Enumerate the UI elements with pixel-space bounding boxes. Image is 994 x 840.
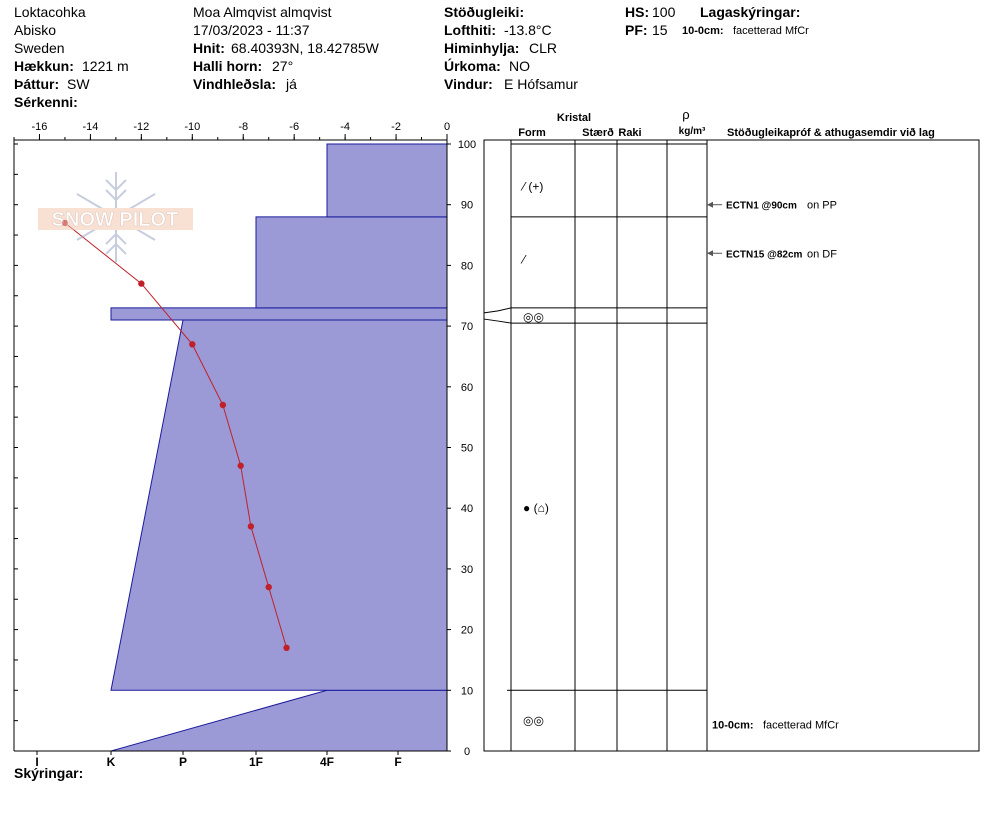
precip-label: Úrkoma:	[444, 58, 501, 74]
arrow-left-icon	[707, 202, 713, 208]
hardness-layer-1	[111, 320, 447, 690]
top-tick-label: 0	[443, 121, 451, 133]
location: Loktacohka	[14, 4, 86, 20]
pf-value: 15	[652, 22, 668, 38]
coords-label: Hnit:	[193, 40, 225, 56]
hardness-layer-0	[111, 690, 447, 751]
hardness-tick-label: K	[106, 755, 116, 769]
col-crystal: Kristal	[556, 112, 592, 124]
hardness-tick-label: F	[394, 755, 402, 769]
height-tick-label: 10	[460, 685, 474, 698]
datetime: 17/03/2023 - 11:37	[193, 22, 310, 38]
hs-label: HS:	[625, 4, 650, 20]
col-moisture: Raki	[618, 127, 642, 139]
features-label: Sérkenni:	[14, 94, 78, 110]
stability-label: Stöðugleiki:	[444, 4, 525, 20]
temperature-point	[266, 584, 272, 590]
pf-label: PF:	[625, 22, 648, 38]
hardness-tick-label: 1F	[248, 755, 264, 769]
hardness-tick-label: P	[178, 755, 188, 769]
temperature-point	[220, 402, 226, 408]
test-result: ECTN1 @90cm	[726, 200, 797, 212]
col-form: Form	[518, 127, 546, 139]
arrow-left-icon	[707, 250, 713, 256]
top-tick-label: -8	[238, 121, 249, 133]
grain-form-symbol: ⁄ (+)	[523, 179, 544, 194]
bottom-note-label: 10-0cm:	[712, 719, 754, 732]
region: Abisko	[14, 22, 57, 38]
col-rho: ρ	[682, 107, 690, 122]
wind-loading-label: Vindhleðsla:	[193, 76, 276, 92]
country: Sweden	[14, 40, 65, 56]
top-tick-label: -6	[289, 121, 300, 133]
hardness-tick-label: 4F	[319, 755, 335, 769]
coords-value: 68.40393N, 18.42785W	[231, 40, 379, 56]
top-tick-label: -12	[133, 121, 150, 133]
hardness-tick-label: I	[35, 755, 39, 769]
height-tick-label: 20	[460, 624, 474, 637]
wind-value: E Hófsamur	[504, 76, 578, 92]
grain-form-symbol: ◎◎	[523, 309, 544, 324]
wind-loading-value: já	[286, 76, 297, 92]
height-tick-label: 30	[460, 563, 474, 576]
snowpilot-logo	[38, 172, 193, 262]
grain-form-symbol: ● (⌂)	[523, 501, 549, 516]
aspect-value: SW	[67, 76, 90, 92]
test-result: ECTN15 @82cm	[726, 249, 803, 261]
hardness-profile	[111, 144, 447, 751]
temperature-point	[138, 280, 144, 286]
logo-text: SNOW PILOT	[51, 209, 179, 231]
layer-table	[484, 107, 979, 751]
sky-value: CLR	[529, 40, 558, 56]
layer-note-value: facetterad MfCr	[733, 25, 809, 37]
top-tick-label: -16	[31, 121, 48, 133]
temperature-point	[189, 341, 195, 347]
hs-value: 100	[652, 4, 676, 20]
precip-value: NO	[509, 58, 530, 74]
incline-value: 27°	[272, 58, 294, 74]
layer-connector	[484, 319, 511, 323]
layer-note-label: 10-0cm:	[682, 25, 724, 37]
height-tick-label: 60	[460, 381, 474, 394]
incline-label: Halli horn:	[193, 58, 263, 74]
height-tick-label: 90	[460, 199, 474, 212]
temperature-point	[237, 463, 243, 469]
test-note: on DF	[807, 248, 837, 261]
height-tick-label: 50	[460, 442, 474, 455]
temperature-point	[283, 645, 289, 651]
bottom-note-text: facetterad MfCr	[763, 719, 839, 732]
grain-form-symbol: ◎◎	[523, 713, 544, 728]
notes-label: Skýringar:	[14, 765, 84, 781]
col-tests: Stöðugleikapróf & athugasemdir við lag	[727, 127, 935, 139]
observer: Moa Almqvist almqvist	[193, 4, 332, 20]
layer-connector	[484, 308, 511, 313]
layers-label: Lagaskýringar:	[700, 4, 801, 20]
wind-label: Vindur:	[444, 76, 493, 92]
test-note: on PP	[807, 199, 837, 212]
top-tick-label: -2	[391, 121, 401, 133]
top-tick-label: -14	[82, 121, 99, 133]
air-temp-label: Lofthiti:	[444, 22, 497, 38]
col-size: Stærð	[582, 127, 614, 139]
temperature-point	[248, 523, 254, 529]
height-tick-label: 80	[460, 260, 474, 273]
top-tick-label: -10	[184, 121, 201, 133]
aspect-label: Þáttur:	[14, 76, 60, 92]
grain-form-symbol: ⁄	[523, 252, 526, 267]
elevation-value: 1221 m	[82, 58, 129, 74]
table-frame	[484, 140, 979, 751]
hardness-layer-3	[256, 217, 447, 308]
hardness-layer-2	[111, 308, 447, 320]
air-temp-value: -13.8°C	[504, 22, 552, 38]
height-tick-label: 40	[460, 503, 474, 516]
col-density-unit: kg/m³	[678, 126, 706, 137]
height-tick-label: 70	[460, 321, 474, 334]
height-tick-label: 100	[457, 139, 477, 151]
header	[14, 4, 809, 110]
top-tick-label: -4	[340, 121, 351, 133]
hardness-layer-4	[327, 144, 447, 217]
sky-label: Himinhylja:	[444, 40, 520, 56]
elevation-label: Hækkun:	[14, 58, 74, 74]
height-tick-label: 0	[463, 746, 471, 758]
